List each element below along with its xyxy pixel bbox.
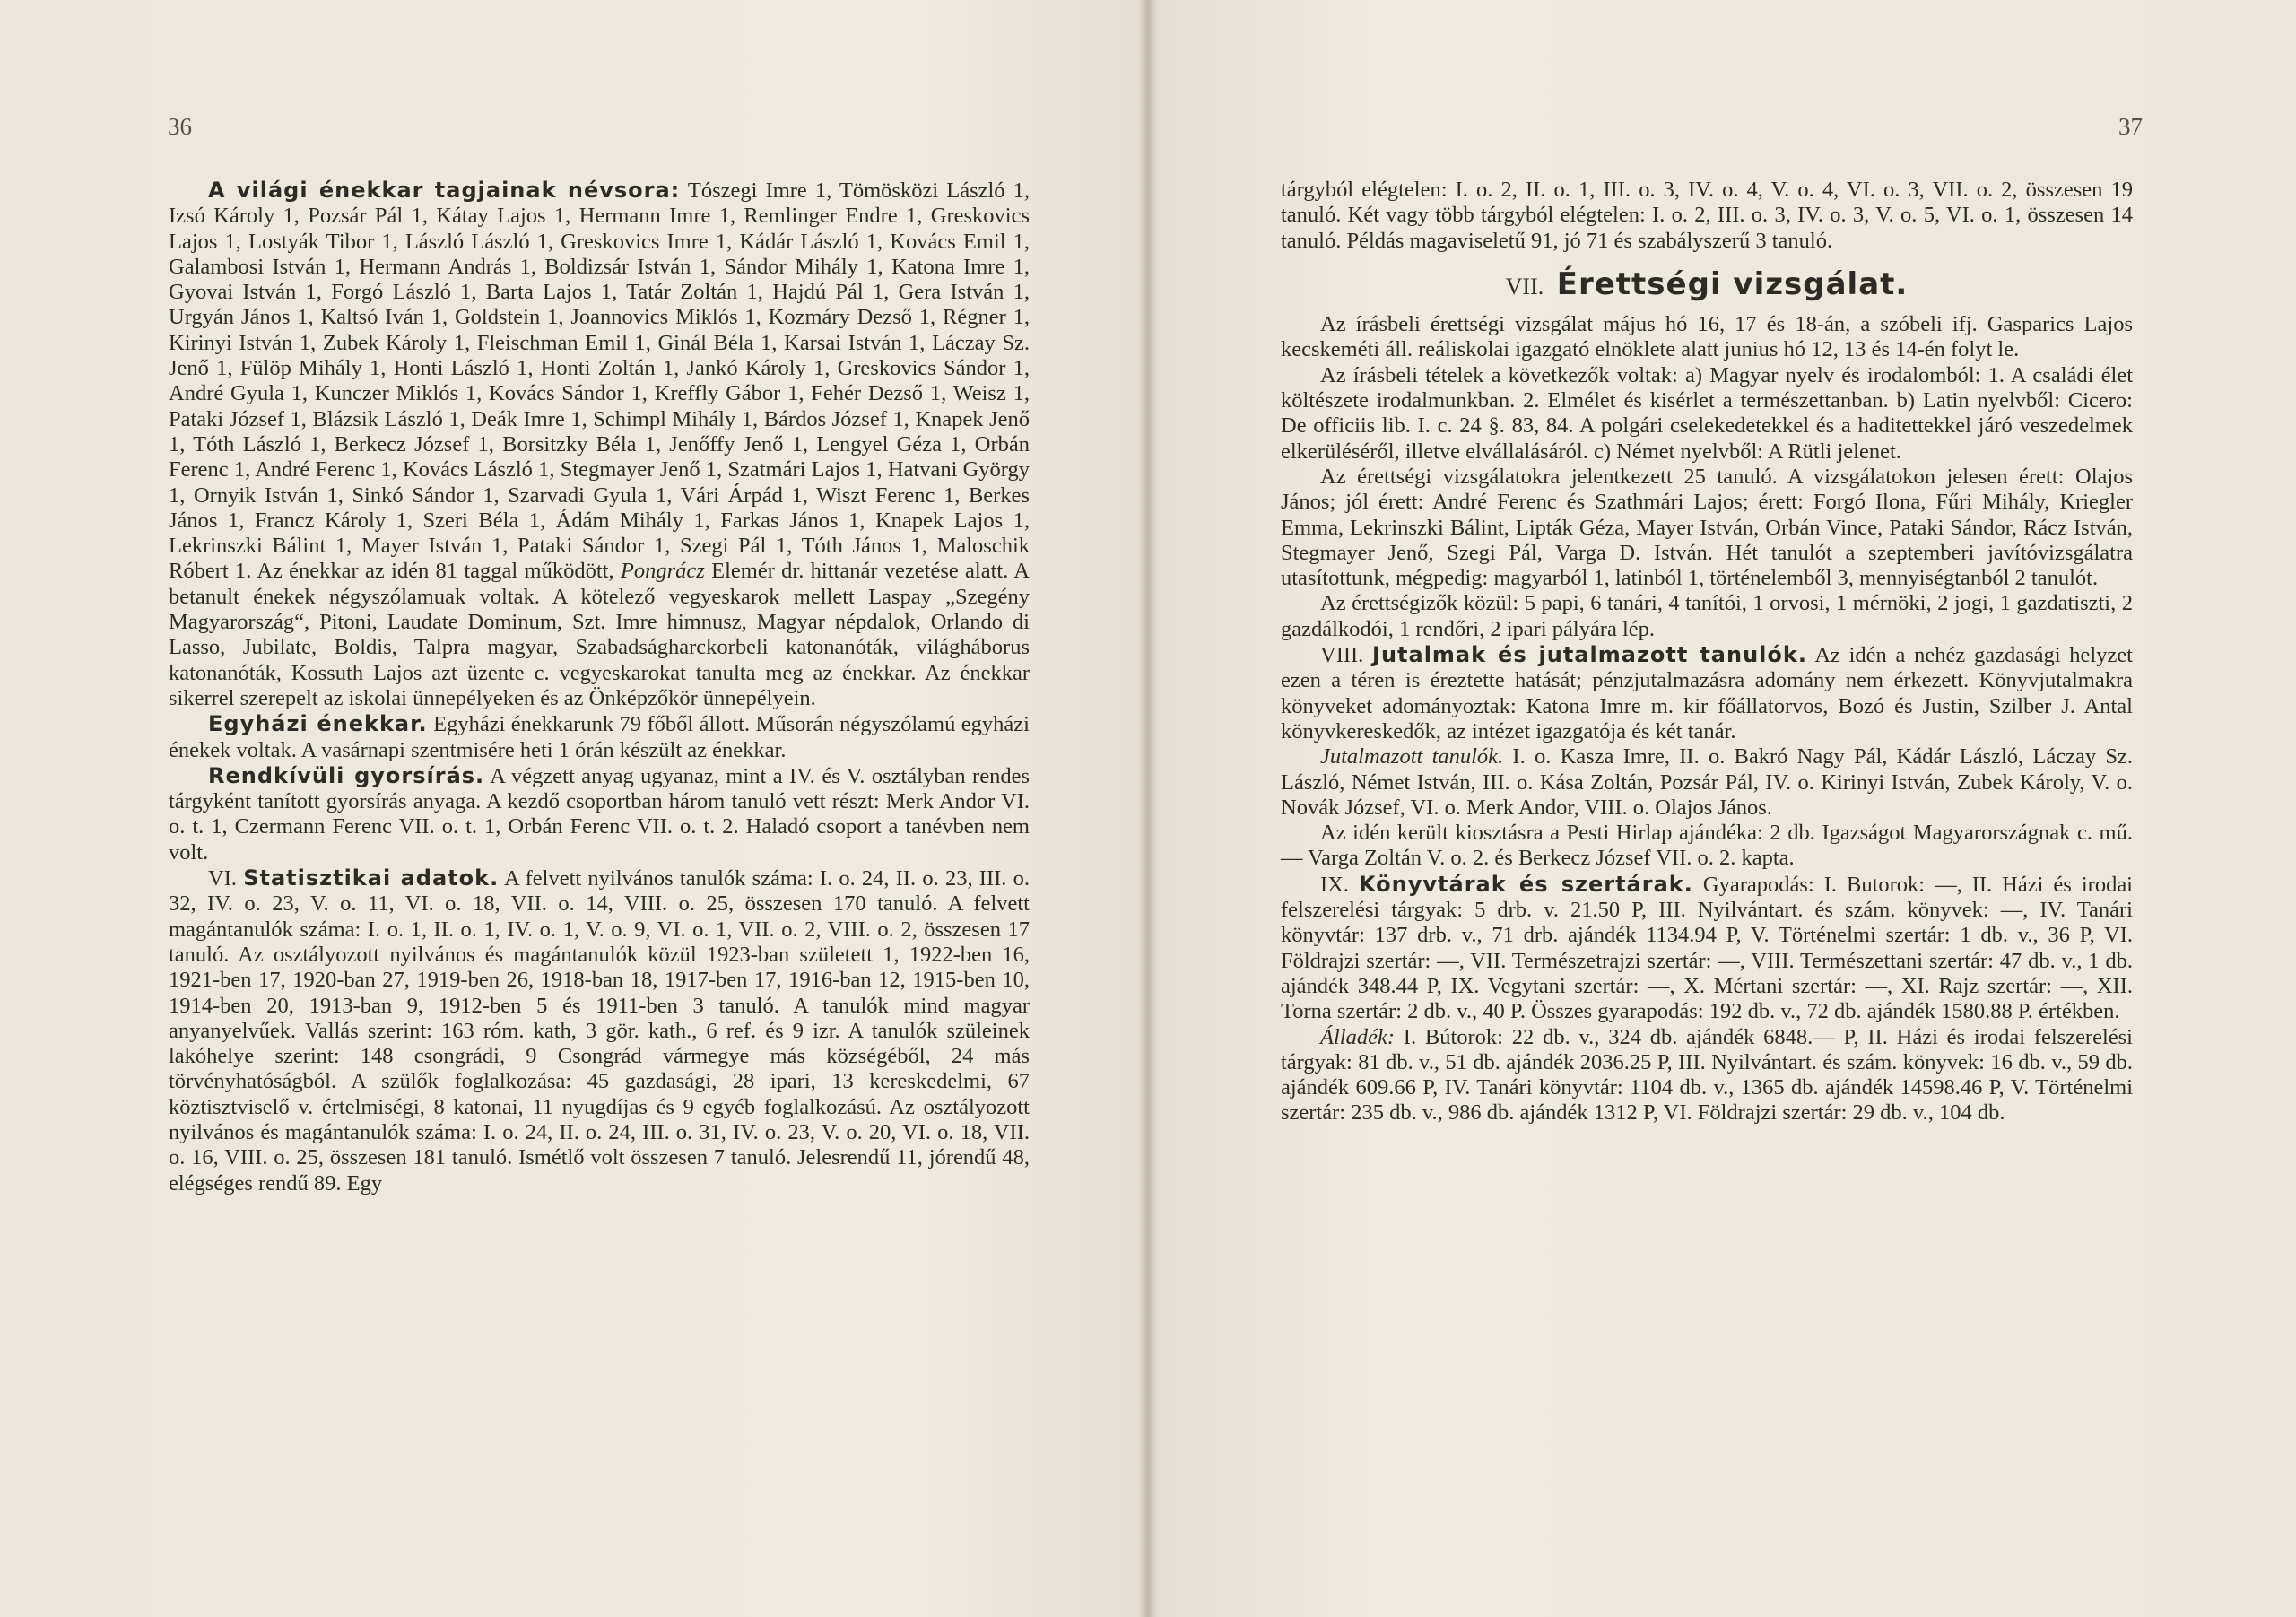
- inline-heading: Egyházi énekkar.: [208, 711, 428, 737]
- paragraph-rewarded-students: [1281, 744, 2133, 821]
- section-heading-erettsegi: [1281, 265, 2133, 302]
- section-title: Érettségi vizsgálat.: [1556, 265, 1909, 302]
- paragraph-pesti-hirlap: Az idén került kiosztásra a Pesti Hirlap ajándéka: 2 db. Igazságot Magyarországnak c. mű. — Varga Zoltán V. o. 2. és Berkecz József VII. o. 2. kapta.: [1281, 821, 2133, 871]
- left-page-text: [169, 178, 1030, 1196]
- page-number-right: 37: [2118, 113, 2143, 140]
- paragraph-career-choices: Az érettségizők közül: 5 papi, 6 tanári, 4 tanítói, 1 orvosi, 1 mérnöki, 2 jogi, 1 gazdatiszti, 2 gazdálkodói, 1 rendőri, 2 ipari pályára lép.: [1281, 591, 2133, 641]
- paragraph-church-choir: [169, 711, 1030, 763]
- inline-heading: Jutalmak és jutalmazott tanulók.: [1372, 642, 1807, 668]
- paragraph-body: A felvett nyilvános tanulók száma: I. o. 24, II. o. 23, III. o. 32, IV. o. 23, V. o. 11, VI. o. 18, VII. o. 14, VIII. o. 25, összesen 170 tanuló. A felvett magántanulók száma: I. o. 1, II. o. 1, IV. o. 1, V. o. 9, VI. o. 1, VII. o. 2, VIII. o. 2, összesen 17 tanuló. Az osztályozott nyilvános és magántanulók közül 1923-ban született 1, 1922-ben 16, 1921-ben 17, 1920-ban 27, 1919-ben 26, 1918-ban 18, 1917-ben 17, 1916-ban 12, 1915-ben 10, 1914-ben 20, 1913-ban 9, 1912-ben 5 és 1911-ben 3 tanuló. A tanulók mind magyar anyanyelvűek. Vallás szerint: 163 róm. kath, 3 gör. kath., 6 ref. és 9 izr. A tanulók szüleinek lakóhelye szerint: 148 csongrádi, 9 Csongrád vármegye más községéből, 24 más törvényhatóságból. A szülők foglalkozása: 45 gazdasági, 28 ipari, 13 kereskedelmi, 67 köztisztviselő v. értelmiségi, 8 katonai, 11 nyugdíjas és 9 egyéb foglalkozású. Az osztályozott nyilvános és magántanulók száma: I. o. 24, II. o. 24, III. o. 31, IV. o. 23, V. o. 20, VI. o. 18, VII. o. 16, VIII. o. 25, összesen 181 tanuló. Ismétlő volt összesen 7 tanuló. Jelesrendű 11, jórendű 48, elégséges rendű 89. Egy: [169, 866, 1030, 1195]
- inline-heading: Statisztikai adatok.: [243, 865, 500, 891]
- italic-heading: Álladék:: [1320, 1024, 1395, 1049]
- paragraph-body: I. o. Kasza Imre, II. o. Bakró Nagy Pál, Kádár László, Láczay Sz. László, Német István, III. o. Kása Zoltán, Pozsár Pál, IV. o. Kirinyi István, Zubek Károly, V. o. Novák József, VI. o. Merk Andor, VIII. o. Olajos János.: [1281, 744, 2133, 820]
- paragraph-body: Tószegi Imre 1, Tömösközi László 1, Izsó Károly 1, Pozsár Pál 1, Kátay Lajos 1, Hermann Imre 1, Remlinger Endre 1, Greskovics Lajos 1, Lostyák Tibor 1, László László 1, Greskovics Imre 1, Kádár László 1, Kovács Emil 1, Galambosi István 1, Hermann András 1, Boldizsár István 1, Sándor Mihály 1, Katona Imre 1, Gyovai István 1, Forgó László 1, Barta Lajos 1, Tatár Zoltán 1, Hajdú Pál 1, Gera István 1, Urgyán János 1, Kaltsó Iván 1, Goldstein 1, Joannovics Miklós 1, Kozmáry Dezső 1, Régner 1, Kirinyi István 1, Zubek Károly 1, Fleischman Emil 1, Ginál Béla 1, Karsai István 1, Láczay Sz. Jenő 1, Fülöp Mihály 1, Honti László 1, Honti Zoltán 1, Jankó Károly 1, Greskovics Sándor 1, André Gyula 1, Kunczer Miklós 1, Kovács Sándor 1, Kreffly Gábor 1, Fehér Dezső 1, Weisz 1, Pataki József 1, Blázsik László 1, Deák Imre 1, Schimpl Mihály 1, Bárdos József 1, Knapek Jenő 1, Tóth László 1, Berkecz József 1, Borsitzky Béla 1, Jenőffy Jenő 1, Lengyel Géza 1, Orbán Ferenc 1, André Ferenc 1, Kovács László 1, Stegmayer Jenő 1, Szatmári Lajos 1, Hatvani György 1, Ornyik István 1, Sinkó Sándor 1, Szarvadi Gyula 1, Vári Árpád 1, Wiszt Ferenc 1, Berkes János 1, Francz Károly 1, Szeri Béla 1, Ádám Mihály 1, Farkas János 1, Knapek Lajos 1, Lekrinszki Bálint 1, Mayer István 1, Pataki Sándor 1, Szegi Pál 1, Tóth János 1, Maloschik Róbert 1. Az énekkar az idén 81 taggal működött,: [169, 178, 1030, 584]
- italic-heading: Jutalmazott tanulók.: [1320, 744, 1504, 769]
- paragraph-exam-dates: Az írásbeli érettségi vizsgálat május hó 16, 17 és 18-án, a szóbeli ifj. Gasparics Lajos kecskeméti áll. reáliskolai igazgató elnöklete alatt junius hó 12, 13 és 14-én folyt le.: [1281, 312, 2133, 362]
- right-page-text: [1281, 178, 2133, 1126]
- page-number-left: 36: [168, 113, 192, 140]
- paragraph-body: Egyházi énekkarunk 79 főből állott. Műsorán négyszólamú egyházi énekek voltak. A vasárnapi szentmisére heti 1 órán készült az énekkar.: [169, 712, 1030, 762]
- left-page: [0, 0, 1146, 1617]
- section-prefix: VI.: [208, 866, 244, 891]
- paragraph-body: I. Bútorok: 22 db. v., 324 db. ajándék 6848.— P, II. Házi és irodai felszerelési tárgyak: 81 db. v., 51 db. ajándék 2036.25 P, III. Nyilvántart. és szám. könyvek: 16 db. v., 59 db. ajándék 609.66 P, IV. Tanári könyvtár: 1104 db. v., 1365 db. ajándék 14598.46 P, V. Történelmi szertár: 235 db. v., 986 db. ajándék 1312 P, VI. Földrajzi szertár: 29 db. v., 104 db.: [1281, 1024, 2133, 1126]
- section-prefix: IX.: [1320, 872, 1359, 897]
- paragraph-body: Az idén a nehéz gazdasági helyzet ezen a téren is éreztette hatását; pénzjutalmazásra adomány nem érkezett. Könyvjutalmakra könyveket adományoztak: Katona Imre m. kir főállatorvos, Bozó és Justin, Szilber J. Antal könyvkereskedők, az intézet igazgatója és két tanár.: [1281, 643, 2133, 743]
- paragraph-libraries: [1281, 872, 2133, 1025]
- paragraph-body: Gyarapodás: I. Butorok: —, II. Házi és irodai felszerelési tárgyak: 5 drb. v. 21.50 P, III. Nyilvántart. és szám. könyvek: —, IV. Tanári könyvtár: 137 drb. v., 71 drb. ajándék 1134.94 P, V. Történelmi szertár: 1 db. v., 36 P, VI. Földrajzi szertár: —, VII. Természetrajzi szertár: —, VIII. Természettani szertár: 47 db. v., 1 db. ajándék 348.44 P, IX. Vegytani szertár: —, X. Mértani szertár: —, XI. Rajz szertár: —, XII. Torna szertár: 2 db. v., 40 P. Összes gyarapodás: 192 db. v., 72 db. ajándék 1580.88 P. értékben.: [1281, 872, 2133, 1024]
- paragraph-exam-topics: Az írásbeli tételek a következők voltak: a) Magyar nyelv és irodalomból: 1. A családi élet költészete irodalmunkban. 2. Elmélet és kisérlet a természettanban. b) Latin nyelvből: Cicero: De officiis lib. I. c. 24 §. 83, 84. A polgári cselekedetekkel és a haditettekkel járó veszedelmek elkerüléséről, illetve elvállalásáról. c) Német nyelvből: A Rütli jelenet.: [1281, 362, 2133, 464]
- paragraph-rewards: [1281, 642, 2133, 744]
- right-page: [1150, 0, 2296, 1617]
- section-number: VII.: [1505, 273, 1544, 300]
- paragraph-continuation: tárgyból elégtelen: I. o. 2, II. o. 1, III. o. 3, IV. o. 4, V. o. 4, VI. o. 3, VII. o. 2, összesen 19 tanuló. Két vagy több tárgyból elégtelen: I. o. 2, III. o. 3, IV. o. 3, V. o. 5, VI. o. 1, összesen 14 tanuló. Példás magaviseletű 91, jó 71 és szabályszerű 3 tanuló.: [1281, 178, 2133, 253]
- paragraph-exam-results: Az érettségi vizsgálatokra jelentkezett 25 tanuló. A vizsgálatokon jelesen érett: Olajos János; jól érett: André Ferenc és Szathmári Lajos; érett: Forgó Ilona, Fűri Mihály, Kriegler Emma, Lekrinszki Bálint, Lipták Géza, Mayer István, Orbán Vince, Pataki Sándor, Rácz István, Stegmayer Jenő, Szegi Pál, Varga D. István. Hét tanulót a szeptemberi javítóvizsgálatra utasítottunk, mégpedig: magyarból 1, latinból 1, történelemből 3, mennyiségtanból 2 tanulót.: [1281, 464, 2133, 591]
- inline-heading: A világi énekkar tagjainak névsora:: [208, 178, 681, 203]
- paragraph-body-continued: Elemér dr. hittanár vezetése alatt. A betanult énekek négyszólamuak voltak. A kötelező vegyeskarok mellett Laspay „Szegény Magyarország“, Pitoni, Laudate Dominum, Szt. Imre himnusz, Magyar népdalok, Orlando di Lasso, Jubilate, Boldis, Talpra magyar, Szabadságharckorbeli katonanóták, világháborus katonanóták, Kossuth Lajos azt üzente c. vegyeskarokat tanulta meg az énekkar. Az énekkar sikerrel szerepelt az iskolai ünnepélyeken és az Önképzőkör ünnepélyein.: [169, 559, 1030, 710]
- paragraph-inventory: [1281, 1025, 2133, 1126]
- paragraph-choir-members: [169, 178, 1030, 711]
- paragraph-shorthand: [169, 763, 1030, 865]
- inline-heading: Könyvtárak és szertárak.: [1358, 871, 1693, 897]
- section-prefix: VIII.: [1320, 643, 1373, 668]
- italic-name: Pongrácz: [620, 559, 705, 584]
- inline-heading: Rendkívüli gyorsírás.: [208, 762, 485, 788]
- paragraph-body: A végzett anyag ugyanaz, mint a IV. és V. osztályban rendes tárgyként tanított gyorsírás anyaga. A kezdő csoportban három tanuló vett részt: Merk Andor VI. o. t. 1, Czermann Ferenc VII. o. t. 1, Orbán Ferenc VII. o. t. 2. Haladó csoport a tanévben nem volt.: [169, 763, 1030, 865]
- paragraph-statistics: [169, 865, 1030, 1196]
